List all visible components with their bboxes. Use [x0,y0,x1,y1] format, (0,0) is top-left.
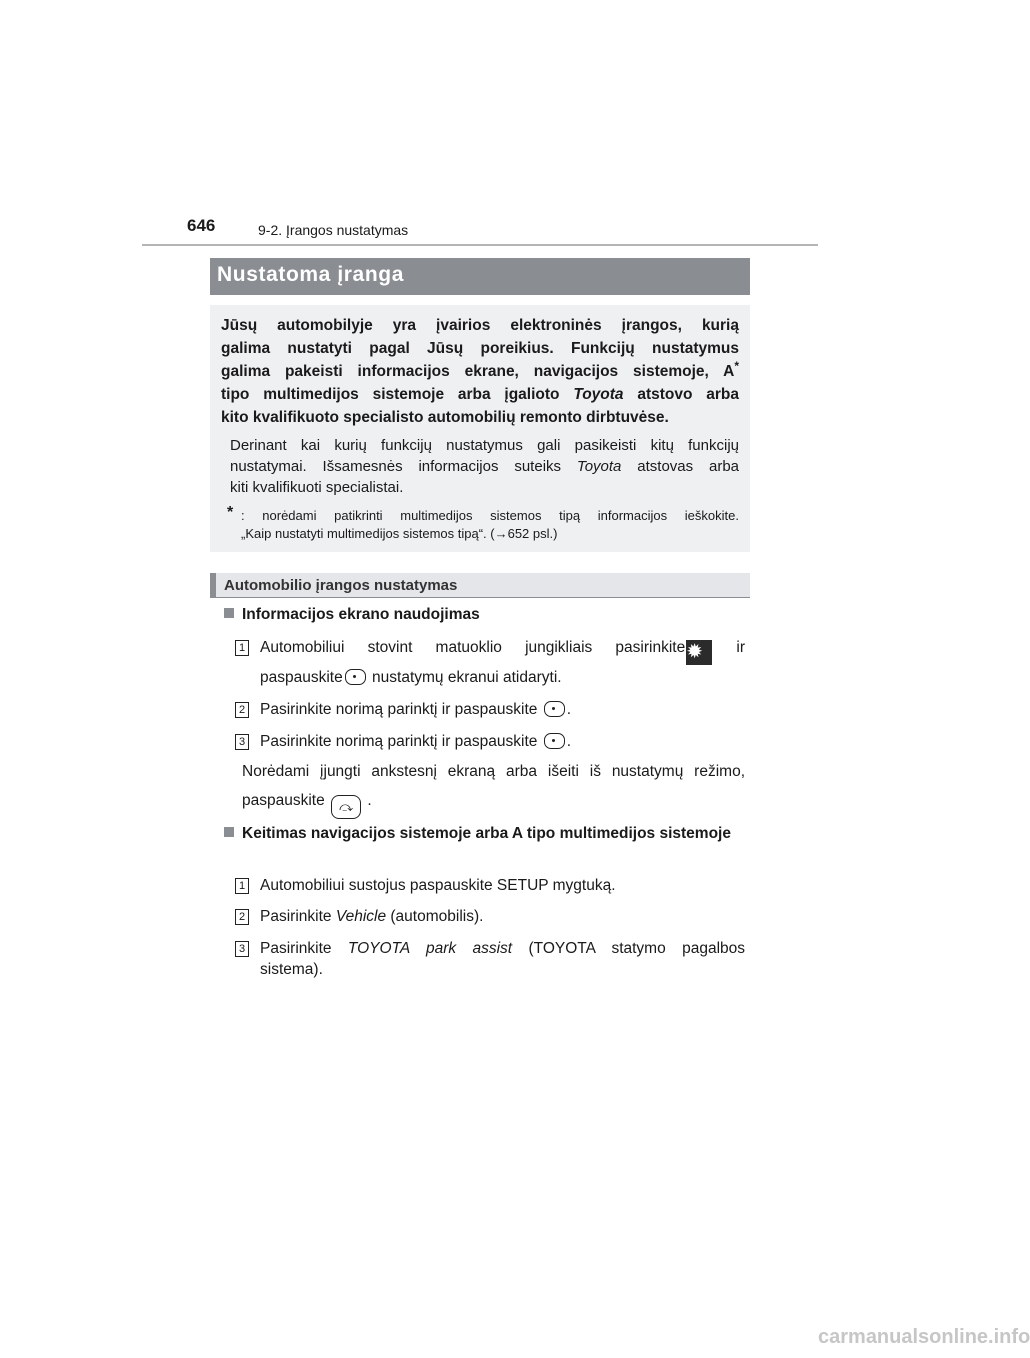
step-number-1: 1 [235,878,249,894]
ok-button-icon [345,669,366,685]
page-number: 646 [187,216,216,235]
step2-line: Pasirinkite norimą parinktį ir paspauskite . [260,701,572,718]
settings-gear-icon: ✹ [686,640,712,665]
step-number-2: 2 [235,702,249,718]
intro-line-1: Jūsų automobilyje yra įvairios elektroninės įrangos, kurią [221,317,739,334]
bullet-square-icon [224,827,234,837]
step-number-3: 3 [235,734,249,750]
footnote-marker: * [734,358,739,373]
step-number-2: 2 [235,909,249,925]
bullet-heading-navigation: Keitimas navigacijos sistemoje arba A tipo multimedijos sistemoje [224,823,746,845]
bullet-square-icon [224,608,234,618]
bullet-heading-info-display: Informacijos ekrano naudojimas [224,604,480,626]
intro-bold-text [221,314,739,429]
nav-step3-line-2: sistema). [260,961,323,978]
step1-line-2: paspauskite nustatymų ekranui atidaryti. [260,669,562,686]
section-reference: 9-2. Įrangos nustatymas [258,222,409,238]
ok-button-icon [544,733,565,749]
footnote [227,504,739,543]
intro-body-text [230,435,739,498]
title-banner: Nustatoma įranga [210,258,750,295]
note-line-2: paspauskite ⤼ . [242,790,372,819]
brand-toyota: Toyota [576,458,622,475]
nav-step3-line-1: Pasirinkite TOYOTA park assist (TOYOTA statymo pagalbos [260,940,745,957]
body-line-3: kiti kvalifikuoti specialistai. [230,479,404,496]
menu-item-vehicle: Vehicle [335,908,387,925]
intro-line-5: kito kvalifikuoto specialisto automobilių remonto dirbtuvėse. [221,409,669,426]
body-line-1: Derinant kai kurių funkcijų nustatymus gali pasikeisti kitų funkcijų [230,437,739,454]
intro-line-3: galima pakeisti informacijos ekrane, navigacijos sistemoje, A* [221,358,739,380]
header-rule [142,244,818,246]
brand-toyota: Toyota [573,386,624,403]
footnote-line-1: : norėdami patikrinti multimedijos sistemos tipą informacijos ieškokite. [241,508,739,523]
step3-line: Pasirinkite norimą parinktį ir paspauskite . [260,733,572,750]
footnote-line-2: „Kaip nustatyti multimedijos sistemos tipą“. (→652 psl.) [241,526,558,541]
intro-line-4: tipo multimedijos sistemoje arba įgalioto Toyota atstovo arba [221,386,739,403]
ok-button-icon [544,701,565,717]
intro-box [210,305,750,552]
subsection-heading: Automobilio įrangos nustatymas [210,573,750,598]
nav-step2-line: Pasirinkite Vehicle (automobilis). [260,908,484,925]
body-line-2: nustatymai. Išsamesnės informacijos suteiks Toyota atstovas arba [230,458,740,475]
menu-item-park-assist: TOYOTA park assist [347,940,513,957]
step1-line-1: Automobiliui stovint matuoklio jungikliais pasirinkite✹ ir [260,639,745,663]
footnote-star: * [227,504,234,521]
step-number-1: 1 [235,640,249,656]
nav-step1-line: Automobiliui sustojus paspauskite SETUP mygtuką. [260,877,616,894]
intro-line-2: galima nustatyti pagal Jūsų poreikius. Funkcijų nustatymus [221,340,739,357]
note-line-1: Norėdami įjungti ankstesnį ekraną arba išeiti iš nustatymų režimo, [242,763,745,780]
step-number-3: 3 [235,941,249,957]
watermark: carmanualsonline.info [818,1326,1030,1348]
back-button-icon: ⤼ [331,795,361,819]
